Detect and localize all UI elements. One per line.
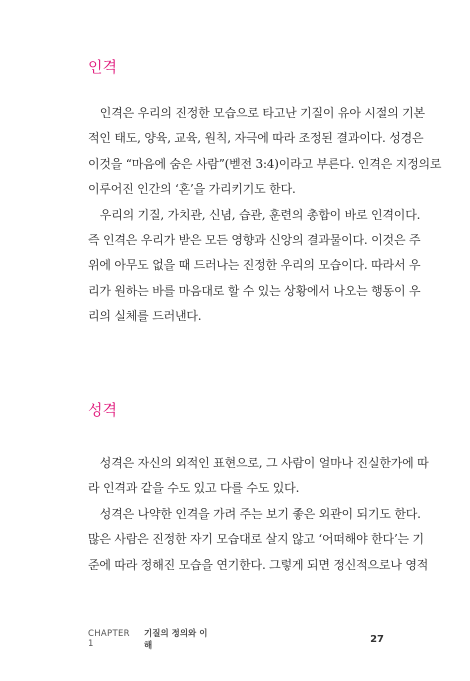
paragraph-line: 위에 아무도 없을 때 드러나는 진정한 우리의 모습이다. 따라서 우	[88, 258, 421, 273]
section-heading-personality: 인격	[88, 58, 117, 76]
paragraph-line: 우리의 기질, 가치관, 신념, 습관, 훈련의 총합이 바로 인격이다.	[88, 207, 421, 222]
section-body-character	[88, 451, 429, 578]
paragraph-line: 라 인격과 같을 수도 있고 다를 수도 있다.	[88, 481, 300, 496]
section-heading-character: 성격	[88, 401, 117, 419]
paragraph-line: 이루어진 인간의 ‘혼’을 가리키기도 한다.	[88, 182, 296, 197]
paragraph-line: 리의 실체를 드러낸다.	[88, 309, 202, 324]
paragraph-line: 많은 사람은 진정한 자기 모습대로 살지 않고 ‘어떠해야 한다’는 기	[88, 532, 424, 547]
paragraph-line: 성격은 자신의 외적인 표현으로, 그 사람이 얼마나 진실한가에 따	[88, 456, 429, 470]
chapter-title: 기질의 정의와 이해	[144, 629, 208, 651]
section-body-personality	[88, 101, 442, 330]
page-footer	[88, 629, 384, 651]
paragraph-line: 준에 따라 정해진 모습을 연기한다. 그렇게 되면 정신적으로나 영적	[88, 557, 429, 572]
paragraph-line: 인격은 우리의 진정한 모습으로 타고난 기질이 유아 시절의 기본	[88, 106, 425, 120]
chapter-label: CHAPTER 1	[88, 629, 130, 649]
paragraph-line: 적인 태도, 양육, 교육, 원칙, 자극에 따라 조정된 결과이다. 성경은	[88, 131, 424, 146]
paragraph-line: 리가 원하는 바를 마음대로 할 수 있는 상황에서 나오는 행동이 우	[88, 283, 421, 298]
paragraph-line: 성격은 나약한 인격을 가려 주는 보기 좋은 외관이 되기도 한다.	[88, 506, 421, 521]
paragraph-line: 즉 인격은 우리가 받은 모든 영향과 신앙의 결과물이다. 이것은 주	[88, 232, 421, 247]
paragraph-line: 이것을 “마음에 숨은 사람”(벧전 3:4)이라고 부른다. 인격은 지정의로	[88, 156, 442, 171]
page-number: 27	[370, 633, 384, 645]
